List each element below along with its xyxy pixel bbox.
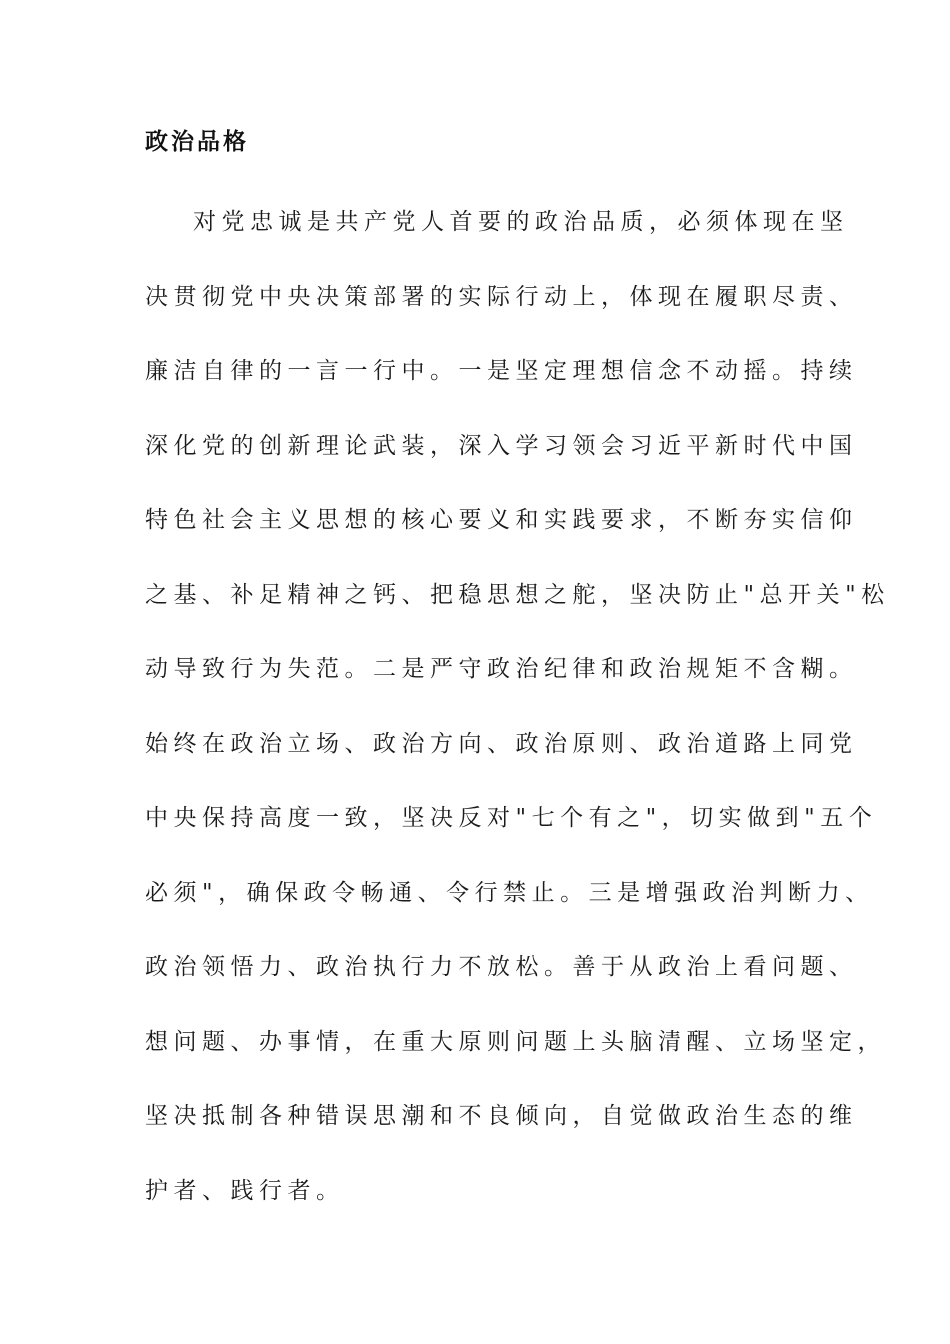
paragraph-line: 决贯彻党中央决策部署的实际行动上，体现在履职尽责、	[145, 283, 858, 310]
paragraph-line: 动导致行为失范。二是严守政治纪律和政治规矩不含糊。	[145, 656, 858, 682]
paragraph-line: 始终在政治立场、政治方向、政治原则、政治道路上同党	[145, 730, 858, 757]
body-paragraph	[145, 197, 890, 1240]
paragraph-line: 特色社会主义思想的核心要义和实践要求，不断夯实信仰	[145, 507, 858, 533]
paragraph-line: 护者、践行者。	[145, 1177, 345, 1204]
paragraph-line: 对党忠诚是共产党人首要的政治品质，必须体现在坚	[193, 209, 849, 235]
paragraph-line: 政治领悟力、政治执行力不放松。善于从政治上看问题、	[145, 954, 858, 980]
paragraph-line: 中央保持高度一致，坚决反对"七个有之"，切实做到"五个	[145, 805, 878, 831]
paragraph-line: 深化党的创新理论武装，深入学习领会习近平新时代中国	[145, 432, 858, 459]
paragraph-line: 必须"，确保政令畅通、令行禁止。三是增强政治判断力、	[145, 879, 874, 906]
section-heading: 政治品格	[145, 129, 249, 155]
paragraph-line: 廉洁自律的一言一行中。一是坚定理想信念不动摇。持续	[145, 358, 858, 384]
paragraph-line: 之基、补足精神之钙、把稳思想之舵，坚决防止"总开关"松	[145, 581, 890, 608]
paragraph-line: 想问题、办事情，在重大原则问题上头脑清醒、立场坚定，	[145, 1028, 886, 1055]
paragraph-line: 坚决抵制各种错误思潮和不良倾向，自觉做政治生态的维	[145, 1103, 858, 1129]
